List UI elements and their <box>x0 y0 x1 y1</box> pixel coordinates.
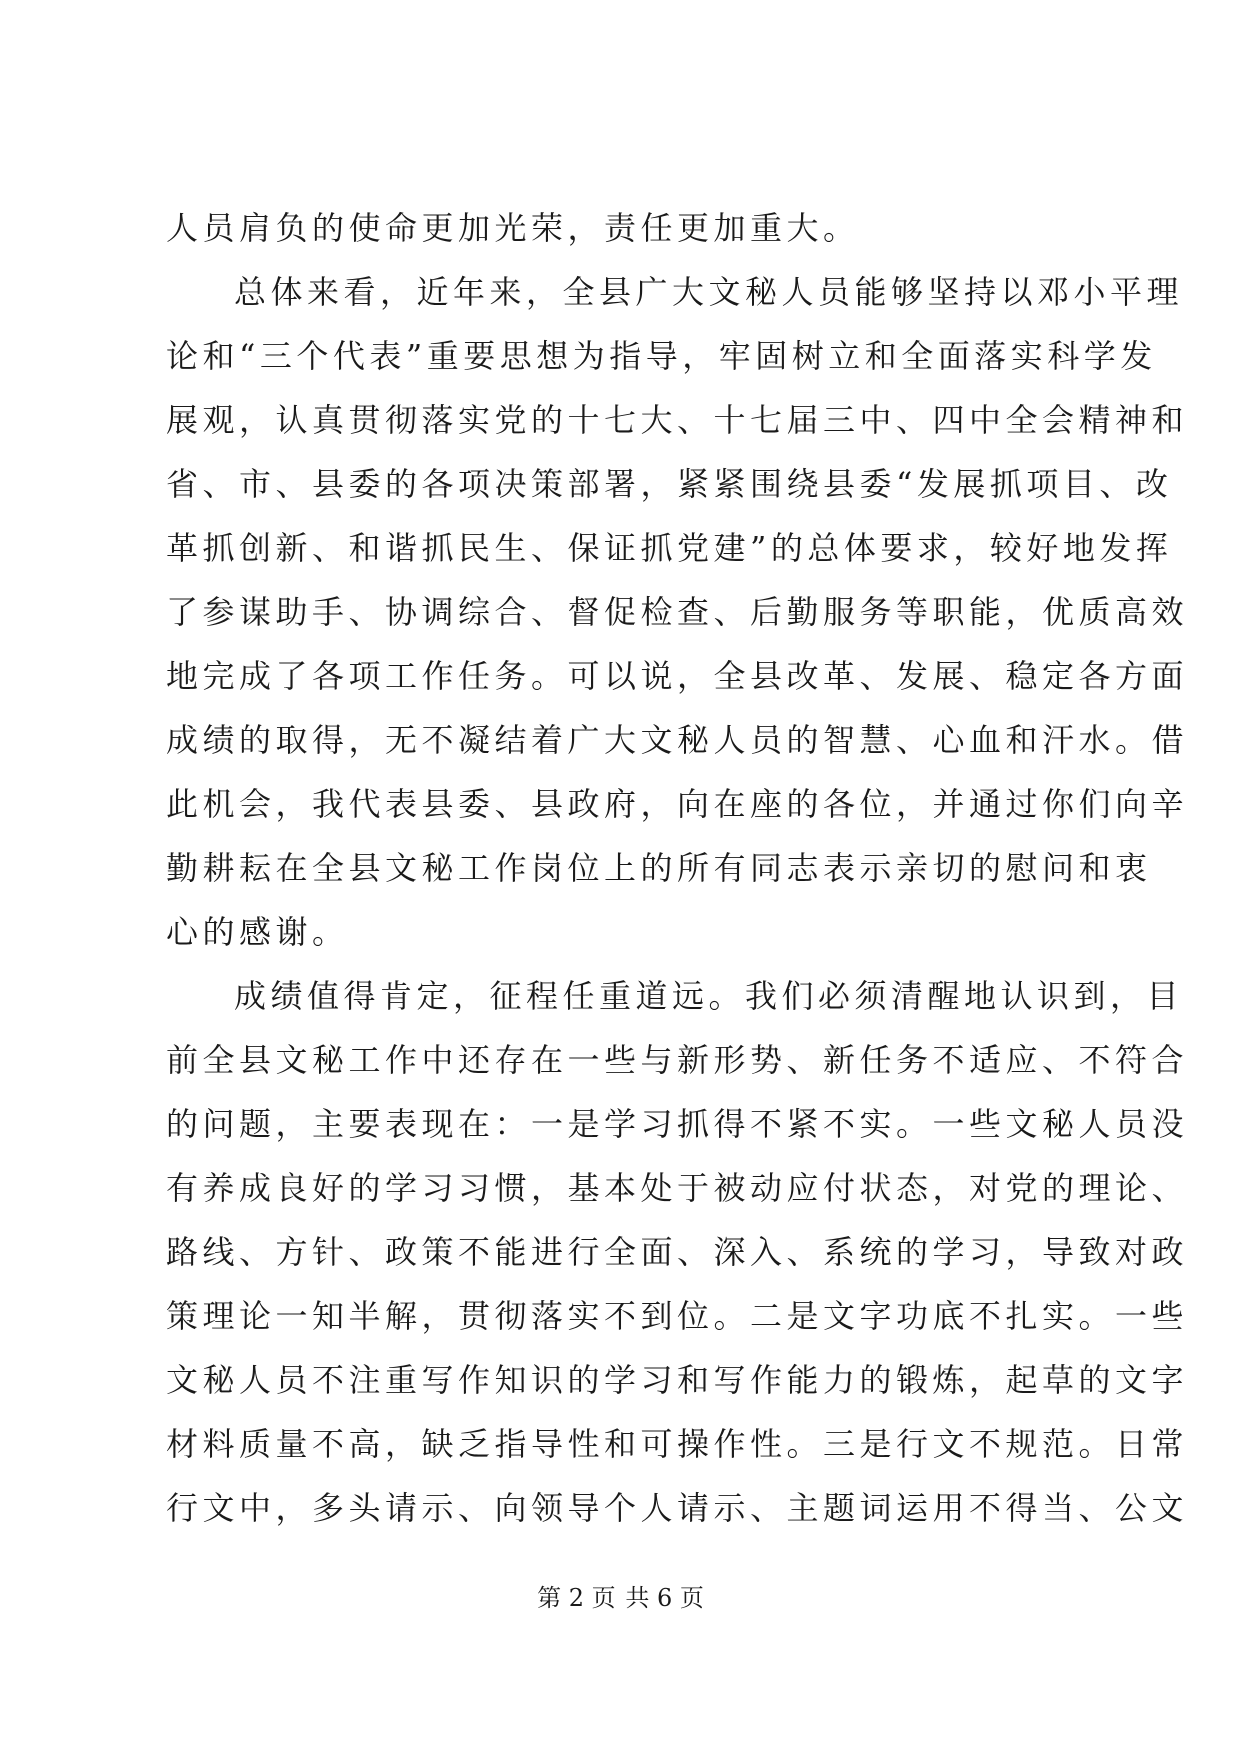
page-total: 共 6 页 <box>625 1584 704 1612</box>
page-number: 第 2 页 <box>537 1584 616 1612</box>
text-line: 总体来看，近年来，全县广大文秘人员能够坚持以邓小平理 <box>234 273 1184 311</box>
text-line: 有养成良好的学习习惯，基本处于被动应付状态，对党的理论、 <box>166 1169 1189 1207</box>
text-line: 路线、方针、政策不能进行全面、深入、系统的学习，导致对政 <box>166 1233 1189 1271</box>
text-line: 了参谋助手、协调综合、督促检查、后勤服务等职能，优质高效 <box>166 593 1189 631</box>
text-line: 成绩值得肯定，征程任重道远。我们必须清醒地认识到，目 <box>234 977 1184 1015</box>
text-line: 人员肩负的使命更加光荣，责任更加重大。 <box>166 209 860 247</box>
text-line: 展观，认真贯彻落实党的十七大、十七届三中、四中全会精神和 <box>166 401 1189 439</box>
text-line: 论和“三个代表”重要思想为指导，牢固树立和全面落实科学发 <box>166 337 1157 375</box>
text-line: 勤耕耘在全县文秘工作岗位上的所有同志表示亲切的慰问和衷 <box>166 849 1152 887</box>
text-line: 策理论一知半解，贯彻落实不到位。二是文字功底不扎实。一些 <box>166 1297 1189 1335</box>
text-line: 省、市、县委的各项决策部署，紧紧围绕县委“发展抓项目、改 <box>166 465 1173 503</box>
document-body <box>166 196 1189 1540</box>
text-line: 成绩的取得，无不凝结着广大文秘人员的智慧、心血和汗水。借 <box>166 721 1189 759</box>
text-line: 行文中，多头请示、向领导个人请示、主题词运用不得当、公文 <box>166 1489 1189 1527</box>
page-footer <box>0 1583 1241 1613</box>
text-line: 此机会，我代表县委、县政府，向在座的各位，并通过你们向辛 <box>166 785 1189 823</box>
text-line: 心的感谢。 <box>166 913 349 951</box>
text-line: 革抓创新、和谐抓民生、保证抓党建”的总体要求，较好地发挥 <box>166 529 1173 567</box>
text-line: 前全县文秘工作中还存在一些与新形势、新任务不适应、不符合 <box>166 1041 1189 1079</box>
text-line: 的问题，主要表现在：一是学习抓得不紧不实。一些文秘人员没 <box>166 1105 1189 1143</box>
text-line: 材料质量不高，缺乏指导性和可操作性。三是行文不规范。日常 <box>166 1425 1189 1463</box>
text-line: 地完成了各项工作任务。可以说，全县改革、发展、稳定各方面 <box>166 657 1189 695</box>
text-line: 文秘人员不注重写作知识的学习和写作能力的锻炼，起草的文字 <box>166 1361 1189 1399</box>
